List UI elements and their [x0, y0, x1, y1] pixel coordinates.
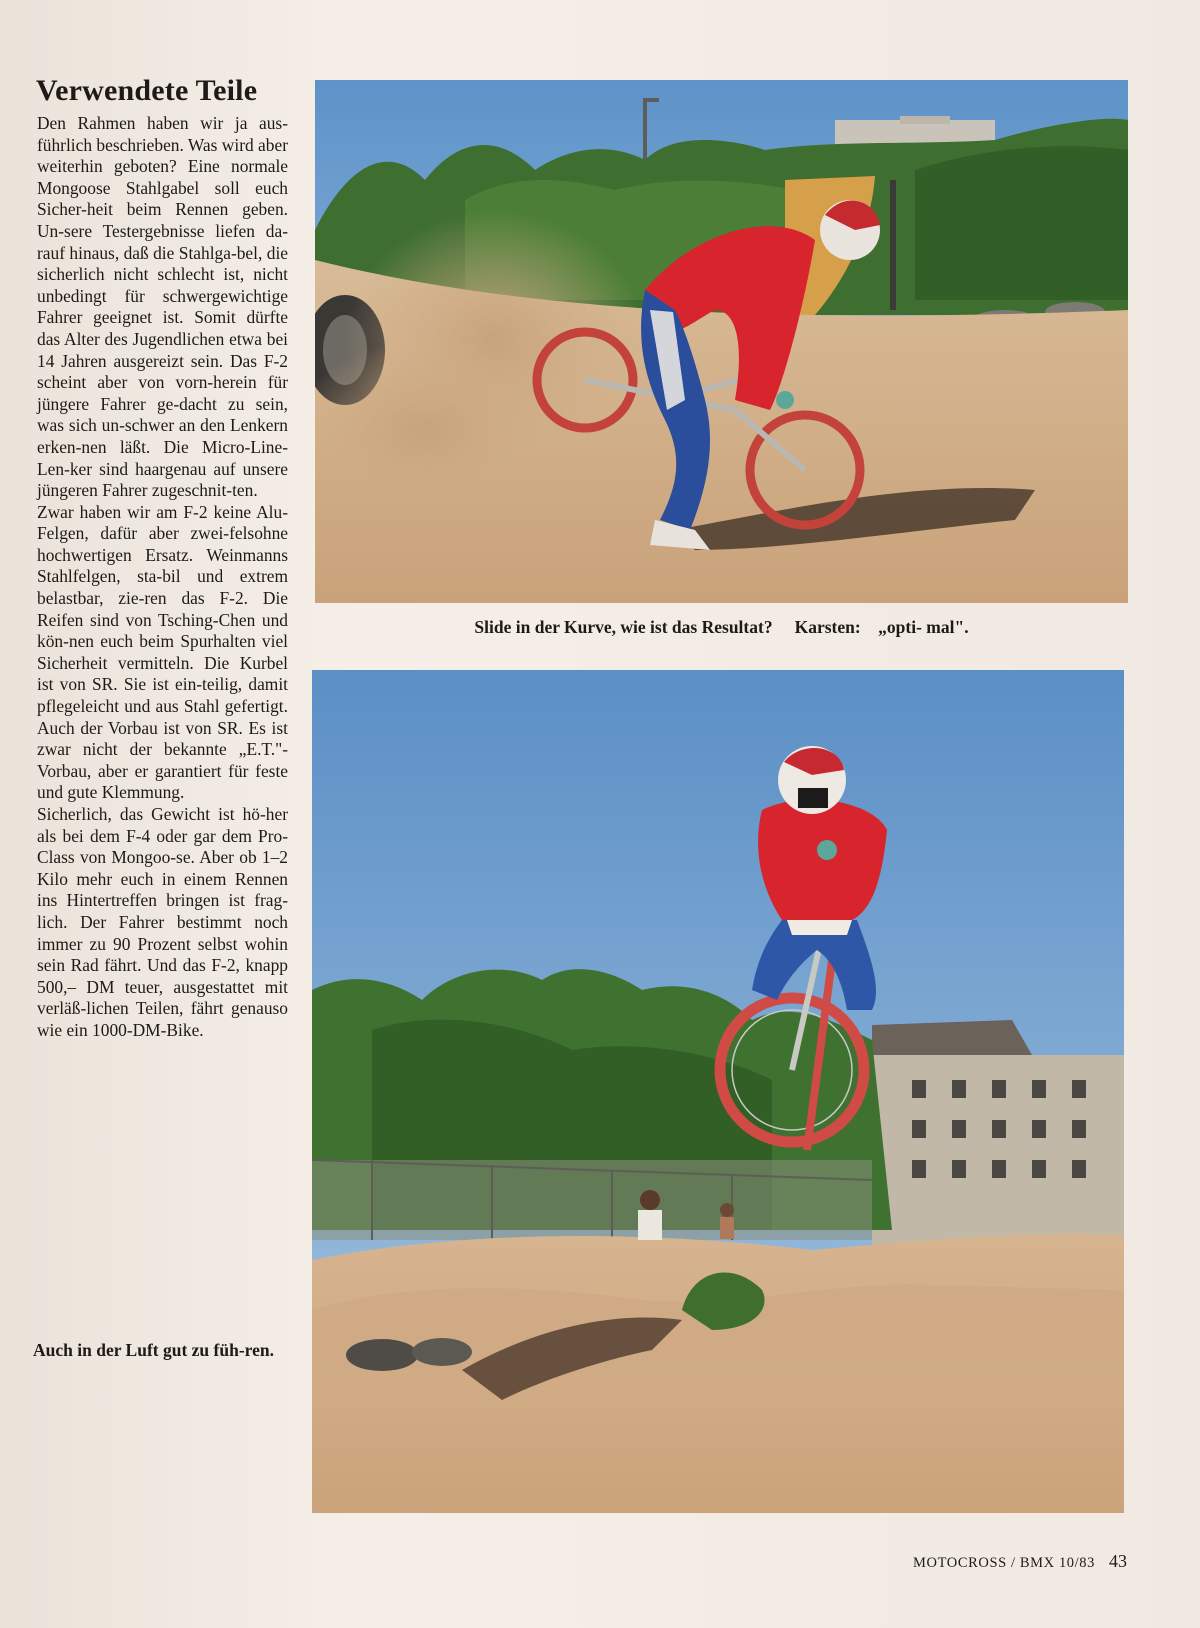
photo-jump-in-air: [312, 670, 1124, 1513]
article-body: [37, 113, 288, 1042]
magazine-issue: MOTOCROSS / BMX 10/83: [913, 1555, 1095, 1571]
page-number: 43: [1109, 1551, 1127, 1571]
page-footer: [913, 1551, 1127, 1572]
caption-question: Slide in der Kurve, wie ist das Resultat?: [474, 617, 773, 637]
article-heading: Verwendete Teile: [36, 74, 258, 107]
article-paragraph: Sicherlich, das Gewicht ist hö-her als bei dem F-4 oder gar dem Pro-Class von Mongoo-se. Aber ob 1–2 Kilo mehr euch in einem Rennen ins Hintertreffen bringen ist frag-lich. Der Fahrer bestimmt noch immer zu 90 Prozent selbst wohin sein Rad fährt. Und das F-2, knapp 500,– DM teuer, ausgestattet mit verläß-lichen Teilen, fährt genauso wie ein 1000-DM-Bike.: [37, 804, 288, 1040]
article-paragraph: Zwar haben wir am F-2 keine Alu-Felgen, dafür aber zwei-felsohne hochwertigen Ersatz. Weinmanns Stahlfelgen, sta-bil und extrem belastbar, zie-ren das F-2. Die Reifen sind von Tsching-Chen und kön-nen euch beim Spurhalten viel Sicherheit vermitteln. Die Kurbel ist von SR. Sie ist ein-teilig, damit pflegeleicht und aus Stahl gefertigt. Auch der Vorbau ist von SR. Es ist zwar nicht der bekannte „E.T."-Vorbau, aber er garantiert für feste und gute Klemmung.: [37, 501, 288, 803]
article-paragraph: Den Rahmen haben wir ja aus-führlich beschrieben. Was wird aber weiterhin geboten? Eine normale Mongoose Stahlgabel soll euch Sicher-heit beim Rennen geben. Un-sere Testergebnisse liefen da-rauf hinaus, daß die Stahlga-bel, die sicherlich nicht schlecht ist, nicht unbedingt für schwergewichtige Fahrer geeignet ist. Somit dürfte das Alter des Jugendlichen etwa bei 14 Jahren ausgereizt sein. Das F-2 scheint aber von vorn-herein für jüngere Fahrer ge-dacht zu sein, was sich un-schwer an den Lenkern erken-nen läßt. Die Micro-Line-Len-ker sind haargenau auf unsere jüngeren Fahrer zugeschnit-ten.: [37, 113, 288, 501]
photo-1-caption: [315, 617, 1128, 638]
caption-answer: Karsten: „opti- mal".: [794, 617, 969, 637]
photo-2-caption: Auch in der Luft gut zu füh-ren.: [33, 1340, 274, 1360]
photo-slide-in-curve: [315, 80, 1128, 603]
